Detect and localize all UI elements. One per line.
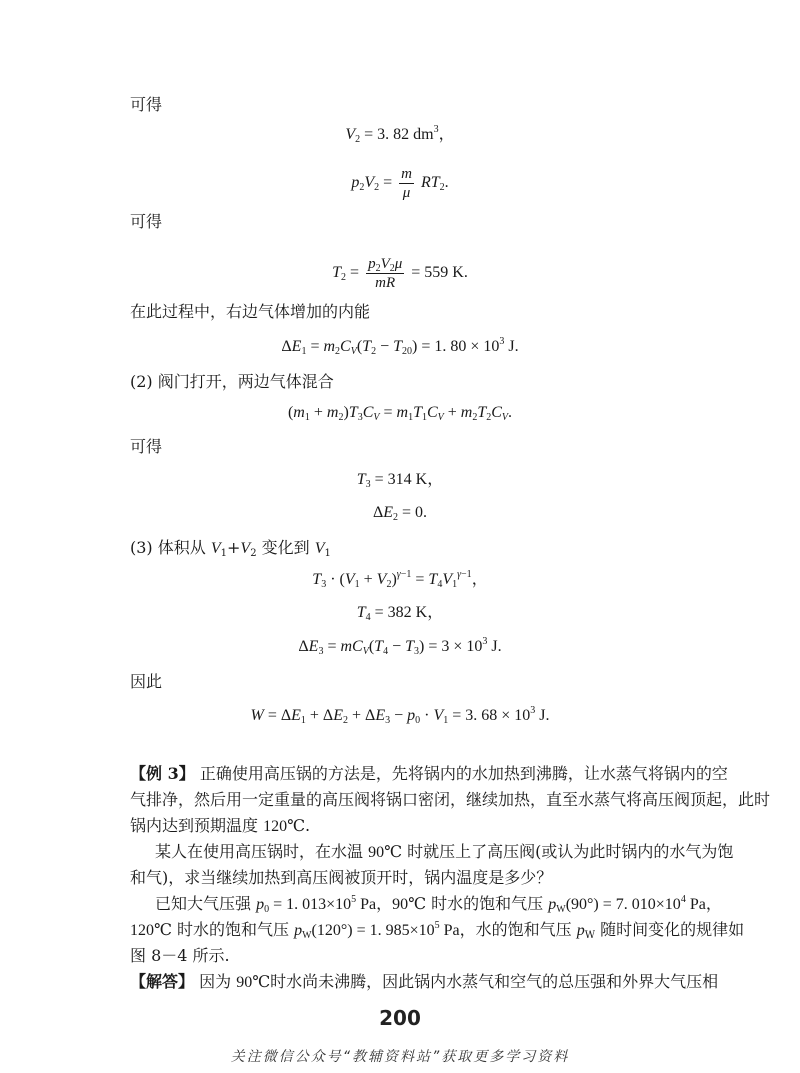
equation-v2: $V_2 = 3$. 82 $dm^3$，: [345, 124, 455, 145]
example-3-line-1: 【例 3】 正确使用高压锅的方法是，先将锅内的水加热到沸腾，让水蒸气将锅内的空: [130, 764, 728, 783]
example-3-line-3: 锅内达到预期温度 120℃.: [130, 816, 311, 835]
example-3-line-6: 已知大气压强 $p_0 = 1$. $013\times 10^5$ Pa，90℃ 时水的饱和气压 $p_W(90^\circ) = 7$. $010\times 10^4$ Pa，: [155, 894, 722, 915]
text-yinci: 因此: [130, 672, 163, 691]
equation-t3: $T_3 = 314$ K，: [356, 471, 444, 490]
footer-watermark: 关注微信公众号“教辅资料站”获取更多学习资料: [230, 1049, 570, 1065]
text-kede-2: 可得: [130, 212, 163, 231]
equation-delta-e2: $\Delta E_2 = 0$.: [372, 504, 428, 523]
answer-line: [130, 972, 718, 993]
example-3-line-5: 和气)，求当继续加热到高压阀被顶开时，锅内温度是多少？: [130, 868, 553, 887]
example-3-line-8: 图 8－4 所示.: [130, 946, 230, 965]
text-in-process: 在此过程中，右边气体增加的内能: [130, 302, 371, 321]
equation-p2v2: $p_2V_2$ = $\frac{m}{\mu}$ $RT_2$.: [351, 166, 449, 201]
equation-delta-e1: $\Delta E_1 = m_2C_V(T_2 - T_{20}) = 1$. $80 \times 10^3$ J.: [281, 336, 519, 357]
page-number: 200: [379, 1006, 421, 1030]
text-step-2: (2) 阀门打开，两边气体混合: [130, 372, 334, 391]
equation-mixing: $(m_1 + m_2)T_3C_V = m_1T_1C_V + m_2T_2C_V$.: [287, 404, 513, 423]
equation-t4: $T_4 = 382$ K，: [356, 604, 444, 623]
text-kede-3: 可得: [130, 437, 163, 456]
example-3-line-7: 120℃ 时水的饱和气压 $p_W(120^\circ) = 1$. $985\times 10^5$ Pa，水的饱和气压 $p_W$ 随时间变化的规律如: [130, 920, 745, 941]
answer-text: 因为 90℃时水尚未沸腾，因此锅内水蒸气和空气的总压强和外界大气压相: [199, 972, 719, 991]
answer-tag: 【解答】: [130, 972, 195, 991]
equation-adiabatic: $T_3 \cdot (V_1 + V_2)^{\gamma-1} = T_4V_1^{\gamma-1}$，: [312, 569, 488, 590]
example-tag: 【例 3】: [130, 764, 195, 783]
example-3-line-2: 气排净，然后用一定重量的高压阀将锅口密闭，继续加热，直至水蒸气将高压阀顶起，此时: [130, 790, 771, 809]
equation-work: $W = \Delta E_1 + \Delta E_2 + \Delta E_3 - p_0 \cdot V_1 = 3$. $68 \times 10^3$ J.: [250, 705, 550, 726]
equation-t2: $T_2$ = $\frac{p_2V_2\mu}{mR}$ = 559 K.: [332, 256, 468, 291]
text-step-3: (3) 体积从 $V_1+V_2$ 变化到 $V_1$: [130, 538, 331, 559]
text-kede-1: 可得: [130, 95, 163, 114]
equation-delta-e3: $\Delta E_3 = mC_V(T_4 - T_3) = 3 \times 10^3$ J.: [298, 636, 502, 657]
example-3-line-4: 某人在使用高压锅时，在水温 90℃ 时就压上了高压阀(或认为此时锅内的水气为饱: [155, 842, 734, 861]
